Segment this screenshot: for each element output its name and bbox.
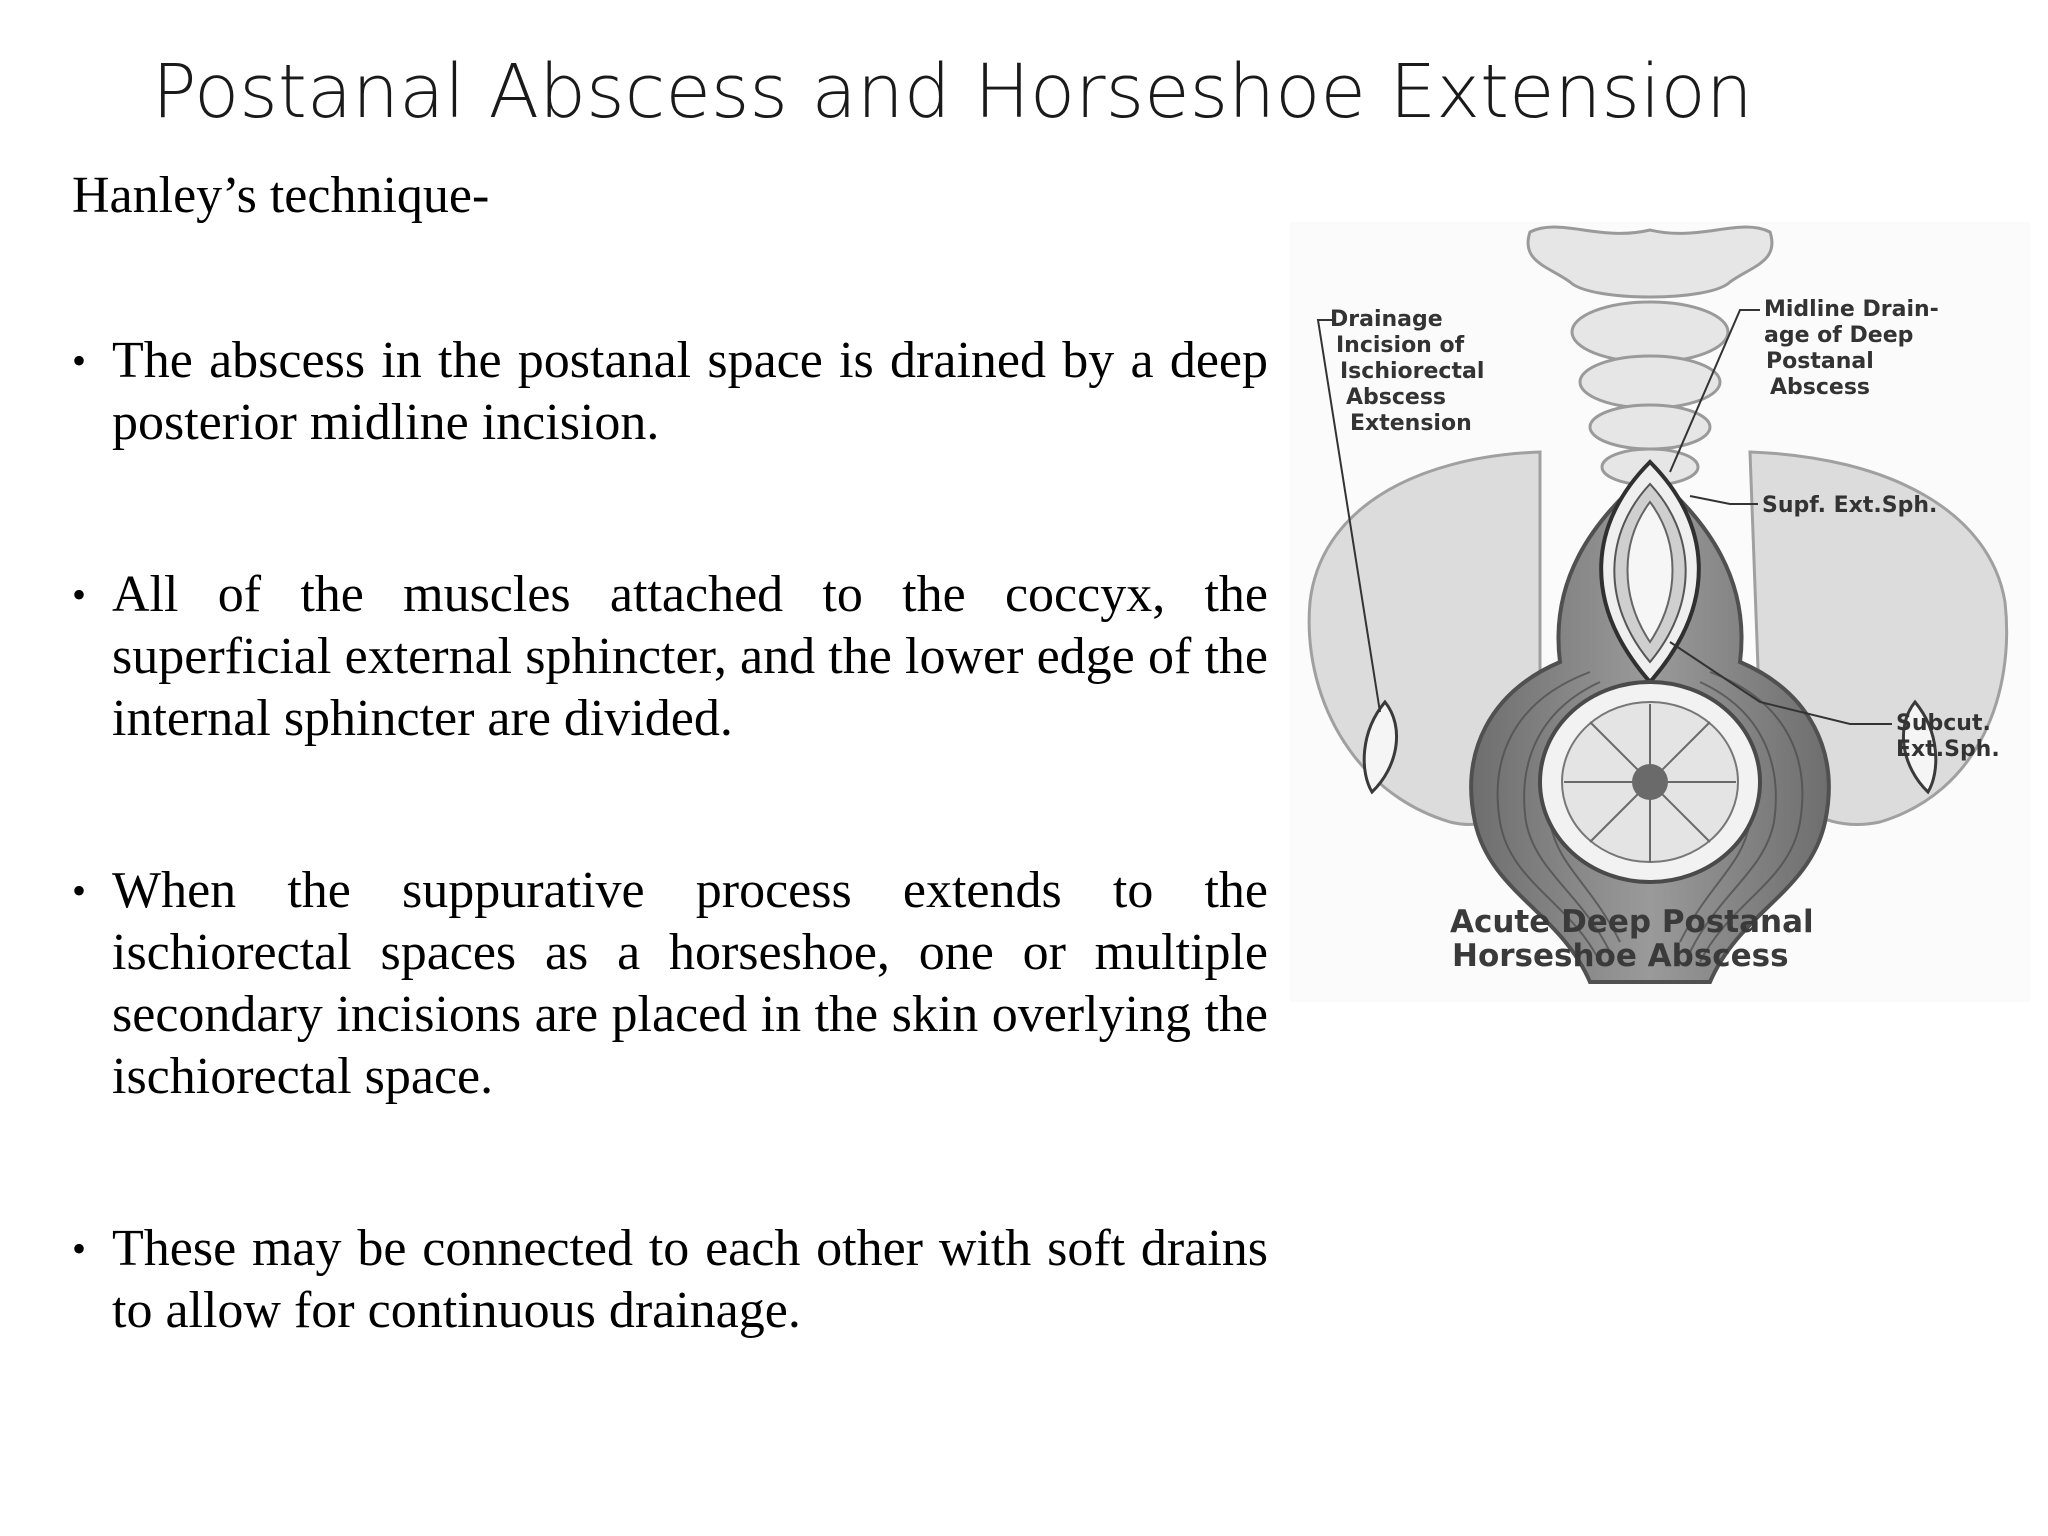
bullet-item (72, 330, 1268, 454)
slide-title: Postanal Abscess and Horseshoe Extension (152, 49, 1753, 135)
drainage-label: Drainage Incision of Ischiorectal Abscess Extension (1330, 307, 1485, 436)
bullet-text: The abscess in the postanal space is drained by a deep posterior midline incision. (112, 332, 1268, 451)
bullet-list (72, 330, 1268, 1342)
anal-canal (1540, 682, 1760, 882)
bullet-marker: • (72, 338, 87, 383)
anatomy-figure (1290, 222, 2030, 1002)
bullet-text: All of the muscles attached to the coccyx, the superficial external sphincter, and the lower edge of the internal sphincter are divided. (112, 566, 1268, 747)
bullet-item (72, 564, 1268, 750)
bullet-marker: • (72, 868, 87, 913)
bullet-item (72, 860, 1268, 1108)
supf-ext-sph-label: Supf. Ext.Sph. (1762, 493, 1938, 518)
bullet-text: When the suppurative process extends to the ischiorectal spaces as a horseshoe, one or multiple secondary incisions are placed in the skin overlying the ischiorectal space. (112, 862, 1268, 1105)
subcut-ext-sph-label: Subcut. Ext.Sph. (1896, 711, 2000, 762)
bullet-marker: • (72, 1226, 87, 1271)
bullet-marker: • (72, 572, 87, 617)
midline-drainage-label: Midline Drain- age of Deep Postanal Abscess (1764, 297, 1939, 400)
bullet-text: These may be connected to each other with soft drains to allow for continuous drainage. (112, 1220, 1268, 1339)
figure-caption: Acute Deep Postanal Horseshoe Abscess (1450, 904, 1814, 974)
slide-subtitle: Hanley’s technique- (72, 167, 490, 224)
anatomy-illustration (1290, 222, 2030, 1002)
bullet-item (72, 1218, 1268, 1342)
